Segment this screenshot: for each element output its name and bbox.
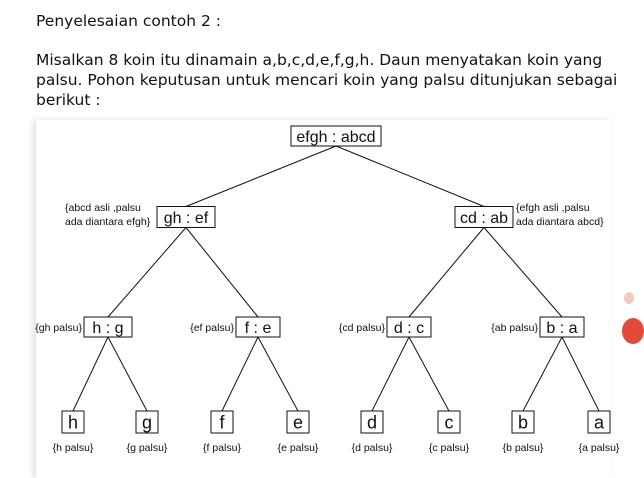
annotation-leaf-e: {e palsu}: [277, 442, 319, 454]
edge-l2-leaf-5: [409, 337, 449, 411]
edge-l1-l2-0: [108, 228, 186, 318]
tree-leaf-h-label: h: [67, 412, 79, 433]
annotation-leaf-c: {c palsu}: [428, 442, 470, 454]
edge-l2-leaf-7: [562, 337, 599, 411]
tree-leaf-g-label: g: [141, 412, 153, 433]
annotation-leaf-a: {a palsu}: [578, 442, 620, 454]
annotation-leaf-b: {b palsu}: [502, 442, 544, 454]
annotation-d-c: {cd palsu}: [338, 322, 385, 334]
tree-leaf-d-label: d: [366, 412, 378, 433]
tree-leaf-f: [211, 411, 233, 433]
edge-l2-leaf-2: [222, 337, 258, 411]
tree-leaf-f-label: f: [219, 412, 225, 433]
tree-root-node-label: efgh : abcd: [296, 128, 376, 146]
annotation-gh-ef-line-2: ada diantara efgh}: [65, 216, 151, 228]
tree-leaf-d: [361, 411, 383, 433]
annotation-leaf-h: {h palsu}: [52, 442, 94, 454]
tree-leaf-b: [512, 411, 534, 433]
annotation-b-a: {ab palsu}: [491, 322, 538, 334]
tree-node-d-c-label: d : c: [393, 319, 425, 337]
tree-node-cd-ab: [455, 207, 513, 228]
tree-node-b-a: [540, 317, 584, 337]
tree-node-d-c: [387, 317, 431, 337]
tree-node-cd-ab-label: cd : ab: [459, 209, 509, 227]
tree-node-h-g-label: h : g: [92, 319, 124, 337]
slide-title: Penyelesaian contoh 2 :: [36, 12, 221, 30]
decision-tree: [35, 120, 620, 478]
tree-node-f-e: [236, 317, 280, 337]
annotation-leaf-d: {d palsu}: [351, 442, 393, 454]
decision-tree-panel: [35, 120, 620, 478]
edge-l2-leaf-3: [258, 337, 298, 411]
decorative-red-dot: [622, 318, 644, 344]
tree-node-f-e-label: f : e: [244, 319, 272, 337]
annotation-cd-ab-line-2: ada diantara abcd}: [516, 216, 604, 228]
edge-l1-l2-1: [186, 228, 258, 318]
decorative-pink-dot: [624, 292, 634, 304]
tree-leaf-g: [136, 411, 158, 433]
tree-node-gh-ef: [157, 207, 215, 228]
tree-leaf-c-label: c: [444, 412, 454, 433]
edge-l2-leaf-1: [108, 337, 147, 411]
tree-node-b-a-label: b : a: [546, 319, 578, 337]
tree-root-node: [291, 126, 381, 146]
annotation-gh-ef-line-1: {abcd asli ,palsu: [65, 202, 141, 214]
annotation-f-e: {ef palsu}: [190, 322, 234, 334]
tree-leaf-a: [588, 411, 610, 433]
annotation-h-g: {gh palsu}: [35, 322, 82, 334]
tree-leaf-e: [287, 411, 309, 433]
tree-leaf-b-label: b: [517, 412, 529, 433]
edge-l2-leaf-0: [73, 337, 108, 411]
edge-l2-leaf-6: [523, 337, 562, 411]
edge-l1-l2-2: [409, 228, 484, 318]
edge-root-0: [186, 146, 336, 207]
tree-leaf-e-label: e: [292, 412, 304, 433]
tree-node-h-g: [84, 317, 132, 337]
annotation-cd-ab-line-1: {efgh asli ,palsu: [516, 202, 590, 214]
annotation-leaf-g: {g palsu}: [126, 442, 168, 454]
tree-leaf-c: [438, 411, 460, 433]
edge-l2-leaf-4: [372, 337, 409, 411]
slide-paragraph: Misalkan 8 koin itu dinamain a,b,c,d,e,f,g,h. Daun menyatakan koin yang palsu. Pohon keputusan untuk mencari koin yang palsu ditunjukan sebagai berikut :: [36, 51, 618, 109]
tree-node-gh-ef-label: gh : ef: [163, 209, 209, 227]
annotation-leaf-f: {f palsu}: [203, 442, 241, 454]
tree-leaf-a-label: a: [593, 412, 605, 433]
tree-leaf-h: [62, 411, 84, 433]
edge-l1-l2-3: [484, 228, 562, 318]
edge-root-1: [336, 146, 484, 207]
